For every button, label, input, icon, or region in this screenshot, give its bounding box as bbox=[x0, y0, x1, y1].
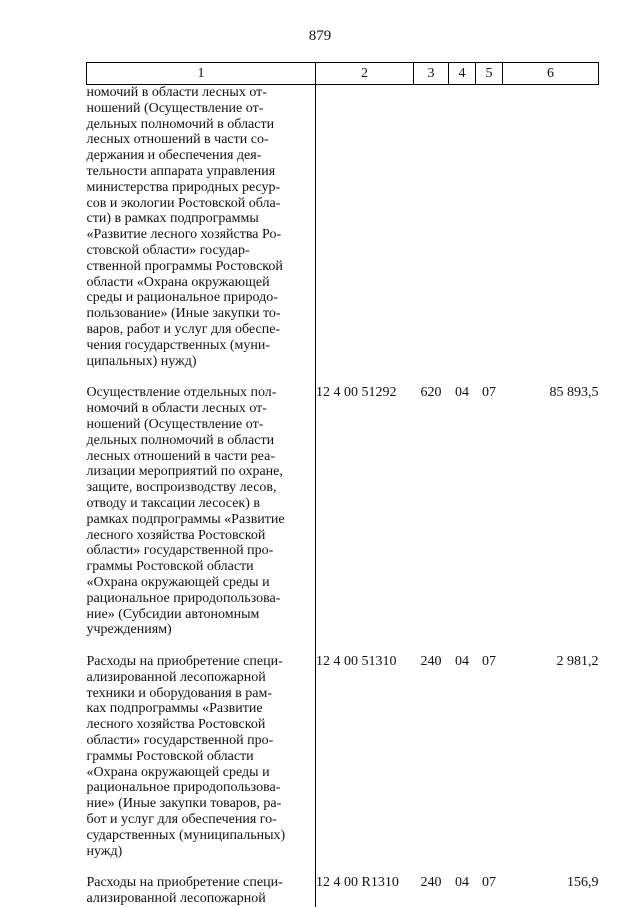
row-code: 12 4 00 51310 bbox=[316, 654, 397, 670]
row-amount: 2 981,2 bbox=[556, 654, 599, 670]
row-code: 12 4 00 R1310 bbox=[316, 875, 399, 891]
table-row bbox=[87, 654, 599, 859]
row-description: Осуществление отдельных пол- номочий в области лесных от- ношений (Осуществление от- дельных полномочий в области лесных отношений в части реа- лизации мероприятий по охране, защите, воспроизводству лесов, отводу и таксации лесосек) в рамках подпрограммы «Развитие лесного хозяйства Ростовской области» государственной про- граммы Ростовской области «Охрана окружающей среды и рациональное природопользова- ние» (Субсидии автономным учреждениям) bbox=[87, 385, 316, 638]
row-subsection: 07 bbox=[482, 385, 496, 401]
row-section: 04 bbox=[455, 875, 469, 891]
row-subsection: 07 bbox=[482, 875, 496, 891]
row-description: Расходы на приобретение специ- ализированной лесопожарной техники и оборудования в рам- ках подпрограммы «Развитие лесного хозяйства Ростовской области» государственной про- граммы Ростовской области «Охрана окружающей среды и рациональное природопользова- ние» (Иные закупки товаров, ра- бот и услуг для обеспечения го- сударственных (муниципальных) нужд) bbox=[87, 654, 316, 859]
header-col-4: 4 bbox=[449, 63, 476, 85]
row-code: 12 4 00 51292 bbox=[316, 385, 397, 401]
row-expense-type: 240 bbox=[420, 654, 442, 670]
table-row bbox=[87, 385, 599, 638]
page-number: 879 bbox=[308, 28, 332, 44]
row-section: 04 bbox=[455, 654, 469, 670]
table-row bbox=[87, 85, 599, 370]
row-expense-type: 240 bbox=[420, 875, 442, 891]
row-gap bbox=[87, 859, 599, 875]
row-gap bbox=[87, 369, 599, 385]
header-col-1: 1 bbox=[87, 63, 316, 85]
header-col-5: 5 bbox=[476, 63, 503, 85]
budget-table bbox=[86, 62, 599, 907]
row-amount: 156,9 bbox=[567, 875, 599, 891]
table-row bbox=[87, 875, 599, 907]
row-description: номочий в области лесных от- ношений (Осуществление от- дельных полномочий в области лесных отношений в части со- держания и обеспечения дея- тельности аппарата управления министерства природных ресур- сов и экологии Ростовской обла- сти) в рамках подпрограммы «Развитие лесного хозяйства Ро- стовской области» государ- ственной программы Ростовской области «Охрана окружающей среды и рациональное природо- пользование» (Иные закупки то- варов, работ и услуг для обеспе- чения государственных (муни- ципальных) нужд) bbox=[87, 85, 316, 370]
header-col-3: 3 bbox=[414, 63, 449, 85]
header-col-2: 2 bbox=[316, 63, 414, 85]
row-code bbox=[316, 85, 414, 370]
row-subsection: 07 bbox=[482, 654, 496, 670]
row-expense-type bbox=[414, 85, 449, 370]
row-amount: 85 893,5 bbox=[549, 385, 599, 401]
row-description: Расходы на приобретение специ- ализированной лесопожарной bbox=[87, 875, 316, 907]
row-gap bbox=[87, 638, 599, 654]
table-header-row bbox=[87, 63, 599, 85]
row-section bbox=[449, 85, 476, 370]
row-section: 04 bbox=[455, 385, 469, 401]
row-amount bbox=[503, 85, 599, 370]
header-col-6: 6 bbox=[503, 63, 599, 85]
row-expense-type: 620 bbox=[420, 385, 442, 401]
row-subsection bbox=[476, 85, 503, 370]
